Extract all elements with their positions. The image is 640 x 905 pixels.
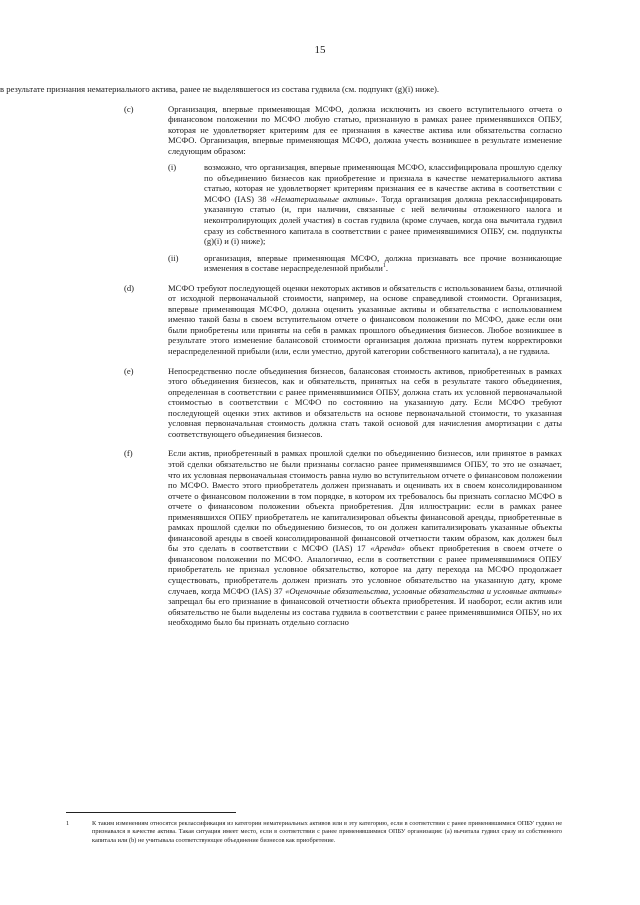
item-label: (c) [124,103,134,114]
page-number: 15 [314,44,326,56]
text-run: Если актив, приобретенный в рамках прошлой сделки по объединению бизнесов, или принятое в рамках этой сделки обязательство не были признаны согласно ранее применявшимся ОПБУ, то это не означает, что их условная первоначальная стоимость равна нулю во вступительном отчете о финансовом положении по МСФО. Вместо этого приобретатель должен признавать и оценивать их в своем консолидированном отчете о финансовом положении в том порядке, в котором их требовалось бы признать согласно МСФО в отчете о финансовом положении объекта приобретения. Для иллюстрации: если в рамках ранее применявшихся ОПБУ приобретатель не капитализировал объекты финансовой аренды, приобретенные в рамках прошлой сделки по объединению бизнесов, то он должен капитализировать указанные объекты финансовой аренды в своей консолидированной финансовой отчетности таким образом, как должен был бы это сделать в соответствии с МСФО (IAS) 17 [168,448,562,554]
footnote-text: К таким изменениям относятся реклассификация из категории нематериальных активов или в эту категорию, если в соответствии с ранее применявшимися ОПБУ гудвил не признавался в качестве актива. Такая ситуация имеет место, если в соответствии с ранее применявшимися ОПБУ организация: (a) вычитала гудвил сразу из собственного капитала или (b) не учитывала соответствующее объединение бизнесов как приобретение. [92,820,562,844]
italic-title: «Нематериальные активы» [270,193,376,204]
list-item-e [124,365,562,440]
item-text [168,448,562,627]
sub-item-text [204,162,562,246]
footnote-mark: 1 [66,820,70,827]
document-body [0,84,640,628]
text-run: . [385,263,388,274]
text-run: возможно, что организация, впервые применяющая МСФО, классифицировала прошлую сделку по объединению бизнесов как приобретение и признала в качестве нематериального актива статью, которая не удовлетворяет критериям признания ее в качестве актива в соответствии с МСФО (IAS) 38 [204,162,562,204]
sub-item-label: (ii) [168,252,179,263]
sub-item-text [204,253,562,274]
item-text: Непосредственно после объединения бизнесов, балансовая стоимость активов, приобретенных в рамках этого объединения бизнесов, как и обязательств, принятых на себя в результате такого объединения, определенная в соответствии с ранее применявшимися ОПБУ, должна стать их условной первоначальной стоимостью в соответствии с МСФО по состоянию на указанную дату. Если МСФО требуют последующей оценки этих активов и обязательств на основе первоначальной стоимости, то указанная условная первоначальная стоимость должна стать такой основой для начисления амортизации с даты соответствующего объединения бизнесов. [168,365,562,439]
footnote-separator [66,812,236,813]
text-run: . Тогда организация должна реклассифицировать указанную статью (и, при наличии, связанные с ней величины отложенного налога и неконтролирующих долей участия) в состав гудвила (кроме случаев, когда она вычитала гудвил сразу из собственного капитала в соответствии с ранее применявшимися ОПБУ, см. подпункты (g)(i) и (i) ниже); [204,193,562,247]
item-label: (e) [124,365,134,376]
text-run: организация, впервые применяющая МСФО, должна признавать все прочие возникающие изменения в составе нераспределенной прибыли [204,252,562,274]
continuation-paragraph: в результате признания нематериального актива, ранее не выделявшегося из состава гудвила (см. подпункт (g)(i) ниже). [0,84,440,94]
text-run: запрещал бы его признание в финансовой отчетности объекта приобретения. И наоборот, если актив или обязательство не были выделены из состава гудвила в соответствии с ранее применявшимися ОПБУ, но их необходимо было бы признать отдельно согласно [168,596,562,628]
sub-item-label: (i) [168,162,177,173]
item-label: (f) [124,448,133,459]
italic-title: «Оценочные обязательства, условные обязательства и условные активы» [285,585,562,596]
footnote-reference[interactable]: 1 [382,263,386,270]
item-text: Организация, впервые применяющая МСФО, должна исключить из своего вступительного отчета о финансовом положении по МСФО любую статью, признанную в рамках ранее применявшихся ОПБУ, которая не удовлетворяет критериям для ее признания в качестве актива или обязательства согласно МСФО. Организация, впервые применяющая МСФО, должна учесть возникшее в результате изменение следующим образом: [168,103,562,156]
text-run: объект приобретения в своем отчете о финансовом положении по МСФО. Аналогично, если в соответствии с ранее применявшимися ОПБУ приобретатель не признал условное обязательство, которое на дату перехода на МСФО продолжает существовать, приобретатель должен признать это условное обязательство на указанную дату, кроме случаев, когда МСФО (IAS) 37 [168,543,562,596]
sub-item-ii [168,252,562,274]
item-label: (d) [124,282,135,293]
sub-item-i [168,162,562,247]
footnote [66,820,562,845]
list-item-c [124,103,562,274]
italic-title: «Аренда» [370,543,406,554]
list-item-f [124,448,562,628]
item-text: МСФО требуют последующей оценки некоторых активов и обязательств с использованием базы, отличной от исходной первоначальной стоимости, например, на основе справедливой стоимости. Организация, впервые применяющая МСФО, должна оценить указанные активы и обязательства с использованием именно такой базы в своем вступительном отчете о финансовом положении по МСФО, даже если они были приобретены или приняты на себя в рамках прошлого объединения бизнесов. Любое возникшее в результате этого изменение балансовой стоимости организация должна признать путем корректировки нераспределенной прибыли (или, если уместно, другой категории собственного капитала), а не гудвила. [168,282,562,357]
list-item-d [124,282,562,357]
